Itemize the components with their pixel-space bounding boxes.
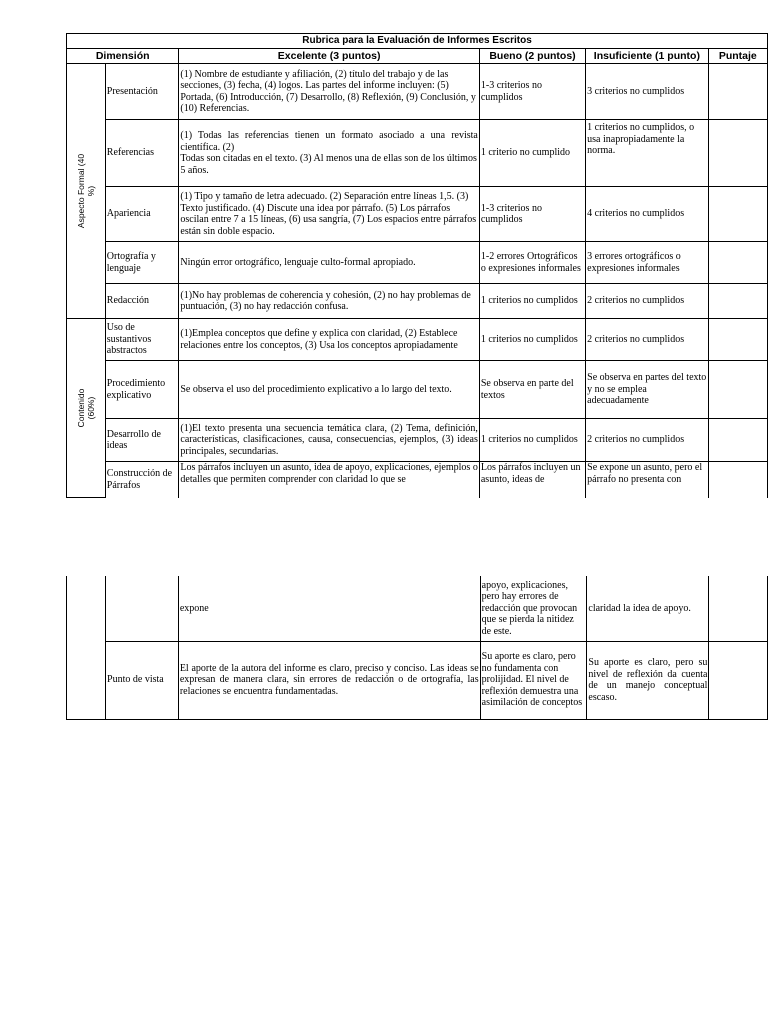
cell-puntaje <box>708 462 767 498</box>
cell-insuficiente: Se observa en partes del texto y no se emplea adecuadamente <box>586 361 708 419</box>
cell-excelente: (1)Emplea conceptos que define y explica con claridad, (2) Establece relaciones entre los conceptos, (3) Usa los conceptos apropiadamente <box>179 319 479 361</box>
header-insuficiente: Insuficiente (1 punto) <box>586 49 708 64</box>
criterion-apariencia: Apariencia <box>105 187 179 242</box>
criterion-parrafos-cont <box>106 576 179 641</box>
cell-bueno: 1-2 errores Ortográficos o expresiones informales <box>479 242 585 284</box>
header-puntaje: Puntaje <box>708 49 767 64</box>
cell-insuficiente: 1 criterios no cumplidos, o usa inapropiadamente la norma. <box>586 120 708 187</box>
cell-excelente: Ningún error ortográfico, lenguaje culto-formal apropiado. <box>179 242 479 284</box>
cell-puntaje <box>708 64 767 120</box>
cell-insuficiente: Se expone un asunto, pero el párrafo no presenta con <box>586 462 708 498</box>
criterion-ortografia: Ortografía y lenguaje <box>105 242 179 284</box>
cell-excelente: (1) Nombre de estudiante y afiliación, (2) título del trabajo y de las secciones, (3) fecha, (4) logos. Las partes del informe incluyen: (5) Portada, (6) Introducción, (7) Desarrollo, (8) Reflexión, (9) Conclusión, y (10) Referencias. <box>179 64 479 120</box>
table-row <box>67 187 768 242</box>
cell-insuficiente: 2 criterios no cumplidos <box>586 284 708 319</box>
dimension-contenido: Contenido (60%) <box>67 319 106 498</box>
cell-excelente: El aporte de la autora del informe es claro, preciso y conciso. Las ideas se expresan de manera clara, sin errores de redacción o de ortografía, las relaciones se encuentra fundamentadas. <box>178 641 480 719</box>
table-title: Rubrica para la Evaluación de Informes Escritos <box>67 34 768 49</box>
cell-puntaje <box>708 419 767 462</box>
table-row <box>67 120 768 187</box>
dimension-formal: Aspecto Formal (40 %) <box>67 64 106 319</box>
table-row <box>67 242 768 284</box>
criterion-presentacion: Presentación <box>105 64 179 120</box>
cell-excelente: Se observa el uso del procedimiento explicativo a lo largo del texto. <box>179 361 479 419</box>
criterion-procedimiento: Procedimiento explicativo <box>105 361 179 419</box>
cell-puntaje <box>708 361 767 419</box>
cell-excelente: expone <box>178 576 480 641</box>
criterion-sustantivos: Uso de sustantivos abstractos <box>105 319 179 361</box>
cell-puntaje <box>708 319 767 361</box>
cell-insuficiente: claridad la idea de apoyo. <box>587 576 709 641</box>
table-row <box>67 361 768 419</box>
rubric-table-page-2 <box>66 576 768 720</box>
cell-bueno: 1-3 criterios no cumplidos <box>479 64 585 120</box>
header-dimension: Dimensión <box>67 49 179 64</box>
cell-insuficiente: 2 criterios no cumplidos <box>586 319 708 361</box>
cell-puntaje <box>708 120 767 187</box>
cell-bueno: Se observa en parte del textos <box>479 361 585 419</box>
cell-excelente: Los párrafos incluyen un asunto, idea de apoyo, explicaciones, ejemplos o detalles que permiten comprender con claridad lo que se <box>179 462 479 498</box>
cell-bueno: 1-3 criterios no cumplidos <box>479 187 585 242</box>
cell-puntaje <box>708 242 767 284</box>
cell-puntaje <box>709 576 768 641</box>
cell-bueno: 1 criterio no cumplido <box>479 120 585 187</box>
cell-puntaje <box>708 187 767 242</box>
table-row <box>67 576 768 641</box>
table-row <box>67 319 768 361</box>
cell-insuficiente: 3 errores ortográficos o expresiones informales <box>586 242 708 284</box>
cell-insuficiente: 3 criterios no cumplidos <box>586 64 708 120</box>
table-row <box>67 284 768 319</box>
cell-insuficiente: Su aporte es claro, pero su nivel de reflexión da cuenta de un manejo conceptual escaso. <box>587 641 709 719</box>
criterion-parrafos: Construcción de Párrafos <box>105 462 179 498</box>
cell-puntaje <box>708 284 767 319</box>
header-excelente: Excelente (3 puntos) <box>179 49 479 64</box>
cell-excelente: (1) Tipo y tamaño de letra adecuado. (2) Separación entre líneas 1,5. (3) Texto justificado. (4) Discute una idea por párrafo. (5) Los párrafos oscilan entre 7 a 15 líneas, (6) usa sangría, (7) Los espacios entre párrafos están sin doble espacio. <box>179 187 479 242</box>
table-row <box>67 641 768 719</box>
criterion-referencias: Referencias <box>105 120 179 187</box>
cell-bueno: 1 criterios no cumplidos <box>479 319 585 361</box>
rubric-table-page-1 <box>66 33 768 498</box>
dimension-contenido-cont <box>67 576 106 719</box>
cell-insuficiente: 4 criterios no cumplidos <box>586 187 708 242</box>
criterion-desarrollo: Desarrollo de ideas <box>105 419 179 462</box>
criterion-punto-de-vista: Punto de vista <box>106 641 179 719</box>
cell-bueno: Su aporte es claro, pero no fundamenta con prolijidad. El nivel de reflexión demuestra una asimilación de conceptos <box>480 641 587 719</box>
cell-excelente: (1)El texto presenta una secuencia temática clara, (2) Tema, definición, características, clasificaciones, causa, consecuencias, ejemplos, (3) ideas principales, secundarias. <box>179 419 479 462</box>
cell-excelente: (1)No hay problemas de coherencia y cohesión, (2) no hay problemas de puntuación, (3) no hay redacción confusa. <box>179 284 479 319</box>
cell-bueno: Los párrafos incluyen un asunto, ideas de <box>479 462 585 498</box>
table-row <box>67 64 768 120</box>
header-bueno: Bueno (2 puntos) <box>479 49 585 64</box>
cell-excelente: (1) Todas las referencias tienen un formato asociado a una revista científica. (2) Todas son citadas en el texto. (3) Al menos una de ellas son de los últimos 5 años. <box>179 120 479 187</box>
cell-bueno: 1 criterios no cumplidos <box>479 419 585 462</box>
cell-bueno: apoyo, explicaciones, pero hay errores de redacción que provocan que se pierda la nitidez de este. <box>480 576 587 641</box>
cell-bueno: 1 criterios no cumplidos <box>479 284 585 319</box>
table-row <box>67 462 768 498</box>
cell-puntaje <box>709 641 768 719</box>
table-row <box>67 419 768 462</box>
criterion-redaccion: Redacción <box>105 284 179 319</box>
cell-insuficiente: 2 criterios no cumplidos <box>586 419 708 462</box>
